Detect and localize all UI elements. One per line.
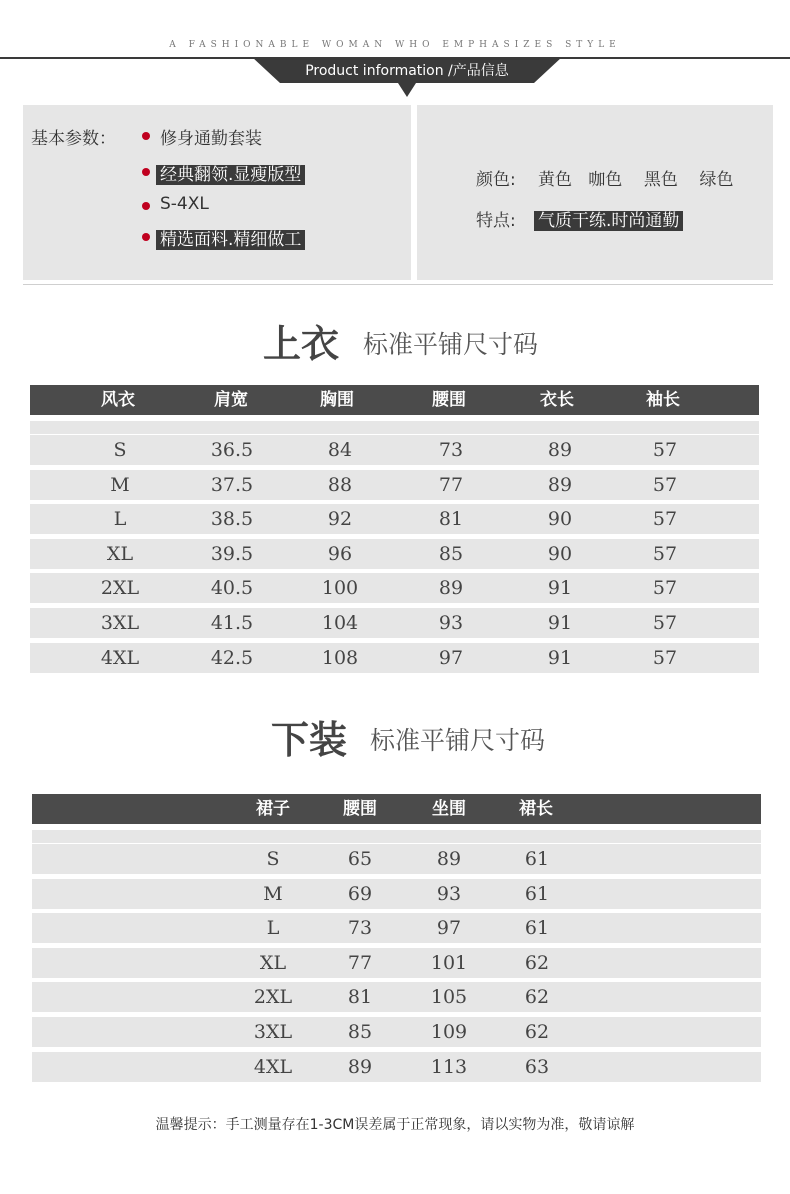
attributes-panel	[417, 105, 773, 280]
table-cell: 4XL	[253, 1055, 293, 1078]
table-spacer	[30, 421, 759, 434]
bottom-table-header	[32, 794, 761, 824]
table-cell: 77	[347, 951, 373, 974]
feature-label: 特点:	[476, 211, 516, 231]
table-row	[30, 504, 759, 534]
table-cell: 57	[652, 542, 678, 565]
table-cell: 57	[652, 508, 678, 531]
table-cell: 97	[438, 646, 464, 669]
header-cell: 腰围	[432, 390, 466, 410]
top-section-subtitle: 标准平铺尺寸码	[363, 330, 539, 359]
table-cell: 62	[524, 951, 550, 974]
table-cell: 61	[524, 882, 550, 905]
table-cell: 41.5	[210, 612, 254, 634]
table-row	[32, 844, 761, 874]
table-cell: 92	[327, 508, 353, 531]
table-row	[32, 879, 761, 909]
table-cell: 3XL	[253, 1021, 293, 1043]
table-cell: 77	[438, 473, 464, 496]
header-cell: 肩宽	[214, 390, 248, 410]
bullet-icon	[142, 168, 150, 176]
table-cell: 57	[652, 612, 678, 634]
table-cell: L	[266, 917, 280, 940]
table-cell: 61	[524, 917, 550, 940]
table-cell: 40.5	[210, 577, 254, 600]
param-item-highlight: 经典翻领.显瘦版型	[156, 165, 305, 185]
table-cell: 4XL	[100, 646, 140, 669]
table-cell: 104	[321, 612, 359, 634]
header-cell: 胸围	[320, 390, 354, 410]
table-row	[30, 435, 759, 465]
table-cell: 108	[321, 646, 359, 669]
color-label: 颜色:	[476, 170, 516, 190]
param-item: 修身通勤套装	[160, 129, 262, 149]
table-cell: 89	[547, 473, 573, 496]
table-cell: 62	[524, 1021, 550, 1043]
table-cell: 93	[436, 882, 462, 905]
table-cell: 38.5	[210, 508, 254, 531]
table-row	[30, 608, 759, 638]
table-row	[32, 982, 761, 1012]
table-cell: 89	[547, 439, 573, 461]
params-label: 基本参数：	[31, 129, 116, 149]
table-cell: 81	[347, 986, 373, 1009]
tagline: A FASHIONABLE WOMAN WHO EMPHASIZES STYLE	[169, 40, 621, 50]
table-cell: 81	[438, 508, 464, 531]
table-cell: 91	[547, 612, 573, 634]
header-cell: 裙长	[519, 799, 553, 819]
top-section-title: 上衣	[263, 322, 340, 366]
table-cell: 57	[652, 646, 678, 669]
bottom-section-title: 下装	[271, 718, 348, 762]
table-cell: 85	[347, 1021, 373, 1043]
table-cell: L	[113, 508, 127, 531]
table-cell: 91	[547, 646, 573, 669]
table-cell: S	[266, 848, 280, 870]
table-cell: 113	[430, 1055, 468, 1078]
param-item: S-4XL	[160, 194, 209, 214]
table-cell: 101	[430, 951, 468, 974]
table-cell: 105	[430, 986, 468, 1009]
table-cell: 109	[430, 1021, 468, 1043]
table-cell: 36.5	[210, 439, 254, 461]
table-cell: 62	[524, 986, 550, 1009]
bullet-icon	[142, 202, 150, 210]
feature-value: 气质干练.时尚通勤	[534, 211, 683, 231]
table-row	[30, 539, 759, 569]
bottom-section-subtitle: 标准平铺尺寸码	[370, 726, 546, 755]
banner-title: Product information /产品信息	[305, 63, 509, 79]
table-row	[32, 948, 761, 978]
table-row	[30, 470, 759, 500]
bullet-icon	[142, 233, 150, 241]
header-cell: 风衣	[101, 390, 135, 410]
table-cell: 69	[347, 882, 373, 905]
table-cell: 73	[347, 917, 373, 940]
table-cell: 2XL	[100, 577, 140, 600]
table-cell: 2XL	[253, 986, 293, 1009]
header-cell: 袖长	[646, 390, 680, 410]
table-cell: 97	[436, 917, 462, 940]
table-cell: XL	[259, 951, 287, 974]
color-options: 黄色 咖色 黑色 绿色	[538, 170, 734, 190]
footer-note: 温馨提示：手工测量存在1-3CM误差属于正常现象，请以实物为准，敬请谅解	[155, 1117, 635, 1133]
table-cell: 42.5	[210, 646, 254, 669]
table-cell: 84	[327, 439, 353, 461]
table-cell: 57	[652, 473, 678, 496]
table-cell: 90	[547, 508, 573, 531]
table-cell: S	[113, 439, 127, 461]
table-cell: 93	[438, 612, 464, 634]
table-cell: 96	[327, 542, 353, 565]
table-spacer	[32, 830, 761, 843]
table-cell: 85	[438, 542, 464, 565]
table-cell: 57	[652, 577, 678, 600]
table-cell: 39.5	[210, 542, 254, 565]
table-row	[32, 913, 761, 943]
table-cell: 91	[547, 577, 573, 600]
table-cell: M	[263, 882, 283, 905]
table-cell: 57	[652, 439, 678, 461]
bullet-icon	[142, 132, 150, 140]
table-row	[32, 1017, 761, 1047]
table-cell: 90	[547, 542, 573, 565]
top-table-header	[30, 385, 759, 415]
table-cell: 89	[347, 1055, 373, 1078]
header-cell: 坐围	[432, 799, 466, 819]
header-cell: 衣长	[540, 390, 574, 410]
header-cell: 腰围	[343, 799, 377, 819]
table-row	[32, 1052, 761, 1082]
table-cell: XL	[106, 542, 134, 565]
table-cell: 37.5	[210, 473, 254, 496]
info-separator	[23, 284, 773, 285]
table-row	[30, 643, 759, 673]
table-cell: 3XL	[100, 612, 140, 634]
table-cell: M	[110, 473, 130, 496]
table-cell: 65	[347, 848, 373, 870]
table-cell: 89	[438, 577, 464, 600]
table-cell: 61	[524, 848, 550, 870]
table-cell: 73	[438, 439, 464, 461]
table-cell: 89	[436, 848, 462, 870]
table-cell: 63	[524, 1055, 550, 1078]
table-cell: 100	[321, 577, 359, 600]
param-item-highlight: 精选面料.精细做工	[156, 230, 305, 250]
table-cell: 88	[327, 473, 353, 496]
table-row	[30, 573, 759, 603]
header-cell: 裙子	[256, 799, 290, 819]
